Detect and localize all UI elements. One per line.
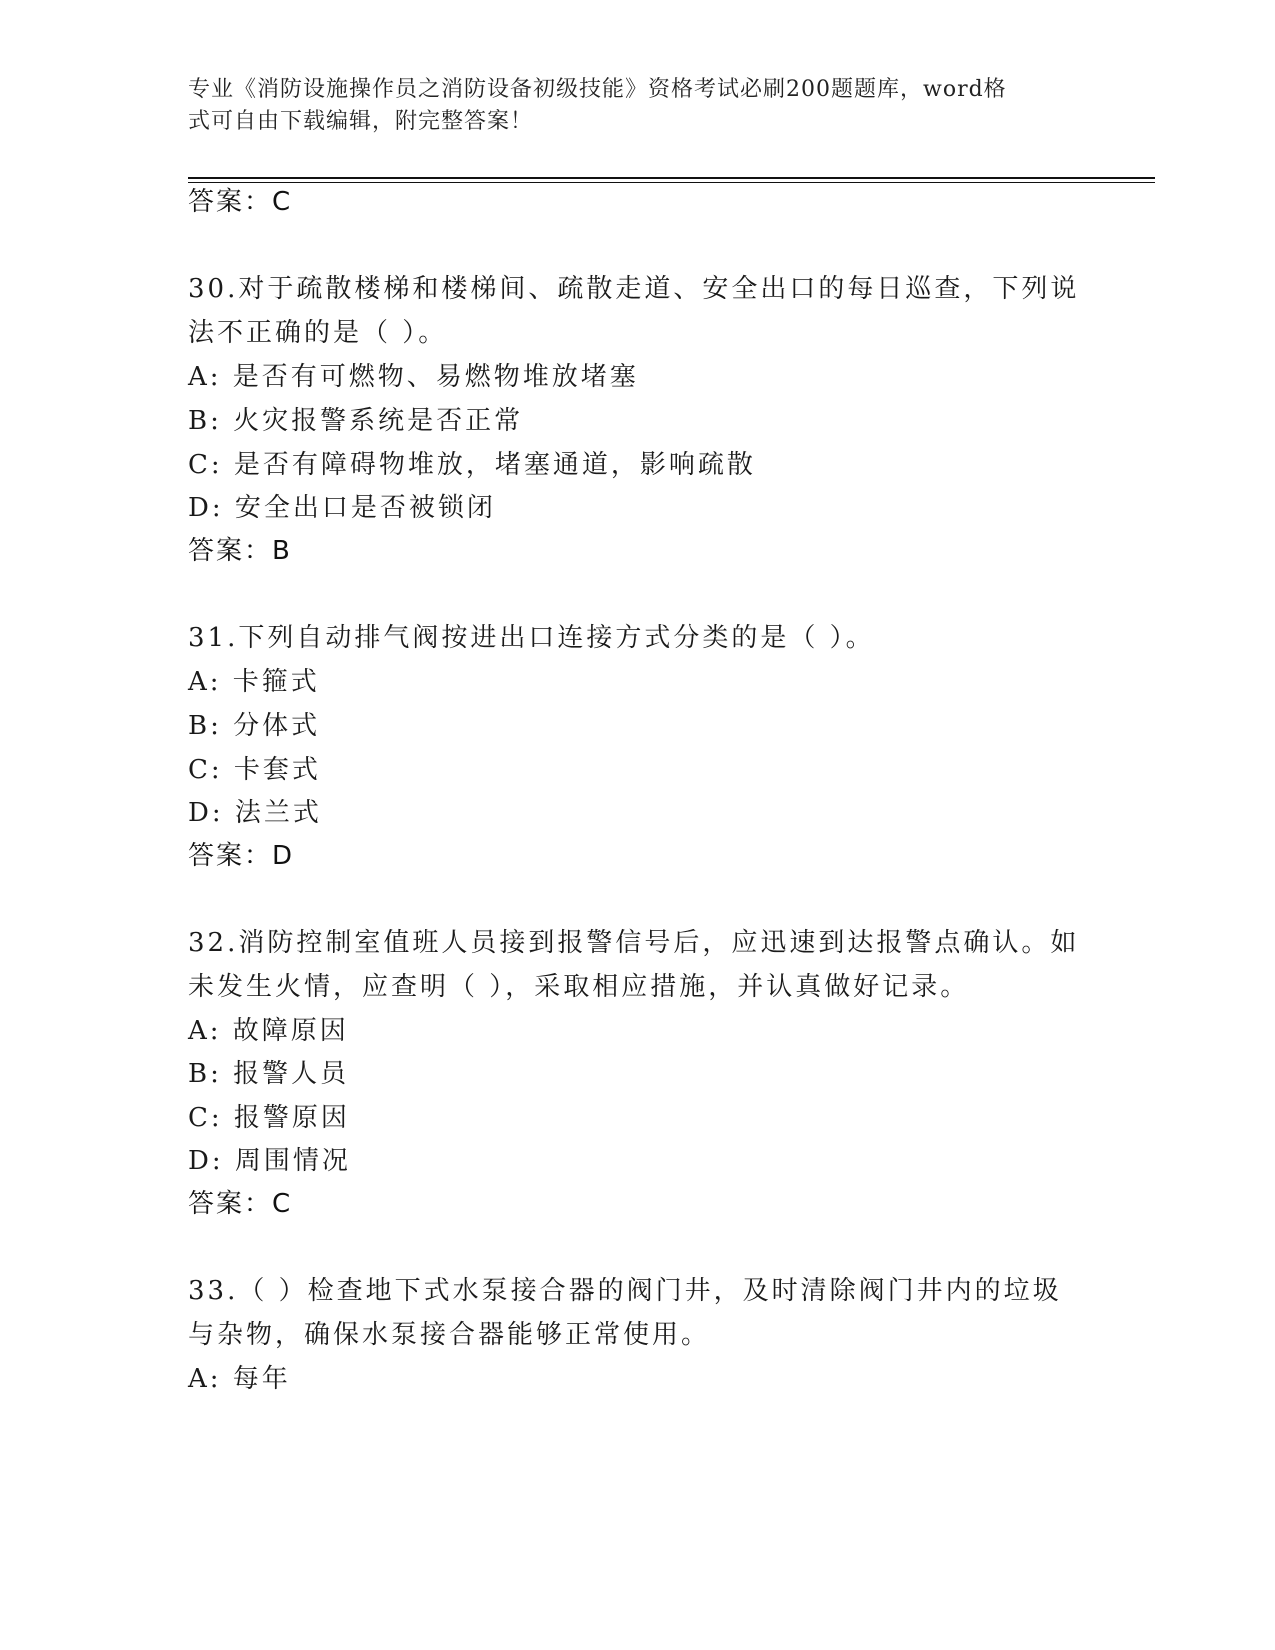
question-32-option-b: B: 报警人员	[188, 1059, 350, 1089]
question-30-option-c: C: 是否有障碍物堆放，堵塞通道，影响疏散	[188, 450, 756, 480]
header-line-2: 式可自由下载编辑，附完整答案！	[188, 109, 534, 134]
question-31-answer: 答案：D	[188, 841, 295, 871]
question-32-stem-line-2: 未发生火情，应查明（ ），采取相应措施，并认真做好记录。	[188, 972, 970, 1002]
question-33-stem-line-1: 33.（ ）检查地下式水泵接合器的阀门井，及时清除阀门井内的垃圾	[188, 1276, 1062, 1306]
question-32-option-a: A: 故障原因	[188, 1016, 349, 1046]
previous-answer: 答案：C	[188, 187, 293, 217]
document-header	[188, 74, 1088, 138]
question-31-option-b: B: 分体式	[188, 711, 321, 741]
question-31-option-c: C: 卡套式	[188, 755, 321, 785]
question-33-stem-line-2: 与杂物，确保水泵接合器能够正常使用。	[188, 1320, 711, 1350]
question-32-option-d: D: 周围情况	[188, 1146, 351, 1176]
question-32-stem-line-1: 32.消防控制室值班人员接到报警信号后，应迅速到达报警点确认。如	[188, 928, 1080, 958]
question-31-option-a: A: 卡箍式	[188, 667, 320, 697]
question-30-option-b: B: 火灾报警系统是否正常	[188, 406, 524, 436]
question-32-answer: 答案：C	[188, 1189, 293, 1219]
question-31-stem-line-1: 31.下列自动排气阀按进出口连接方式分类的是（ ）。	[188, 623, 875, 653]
question-30-stem-line-1: 30.对于疏散楼梯和楼梯间、疏散走道、安全出口的每日巡查，下列说	[188, 274, 1080, 304]
question-33-option-a: A: 每年	[188, 1364, 291, 1394]
header-rule-thin	[188, 182, 1155, 183]
question-30-option-d: D: 安全出口是否被锁闭	[188, 493, 496, 523]
question-31-option-d: D: 法兰式	[188, 798, 322, 828]
question-32-option-c: C: 报警原因	[188, 1103, 350, 1133]
question-30-answer: 答案：B	[188, 536, 292, 566]
header-rule-thick	[188, 177, 1155, 179]
question-30-stem-line-2: 法不正确的是（ ）。	[188, 318, 448, 348]
header-line-1: 专业《消防设施操作员之消防设备初级技能》资格考试必刷200题题库，word格	[188, 77, 1007, 102]
question-30-option-a: A: 是否有可燃物、易燃物堆放堵塞	[188, 362, 639, 392]
